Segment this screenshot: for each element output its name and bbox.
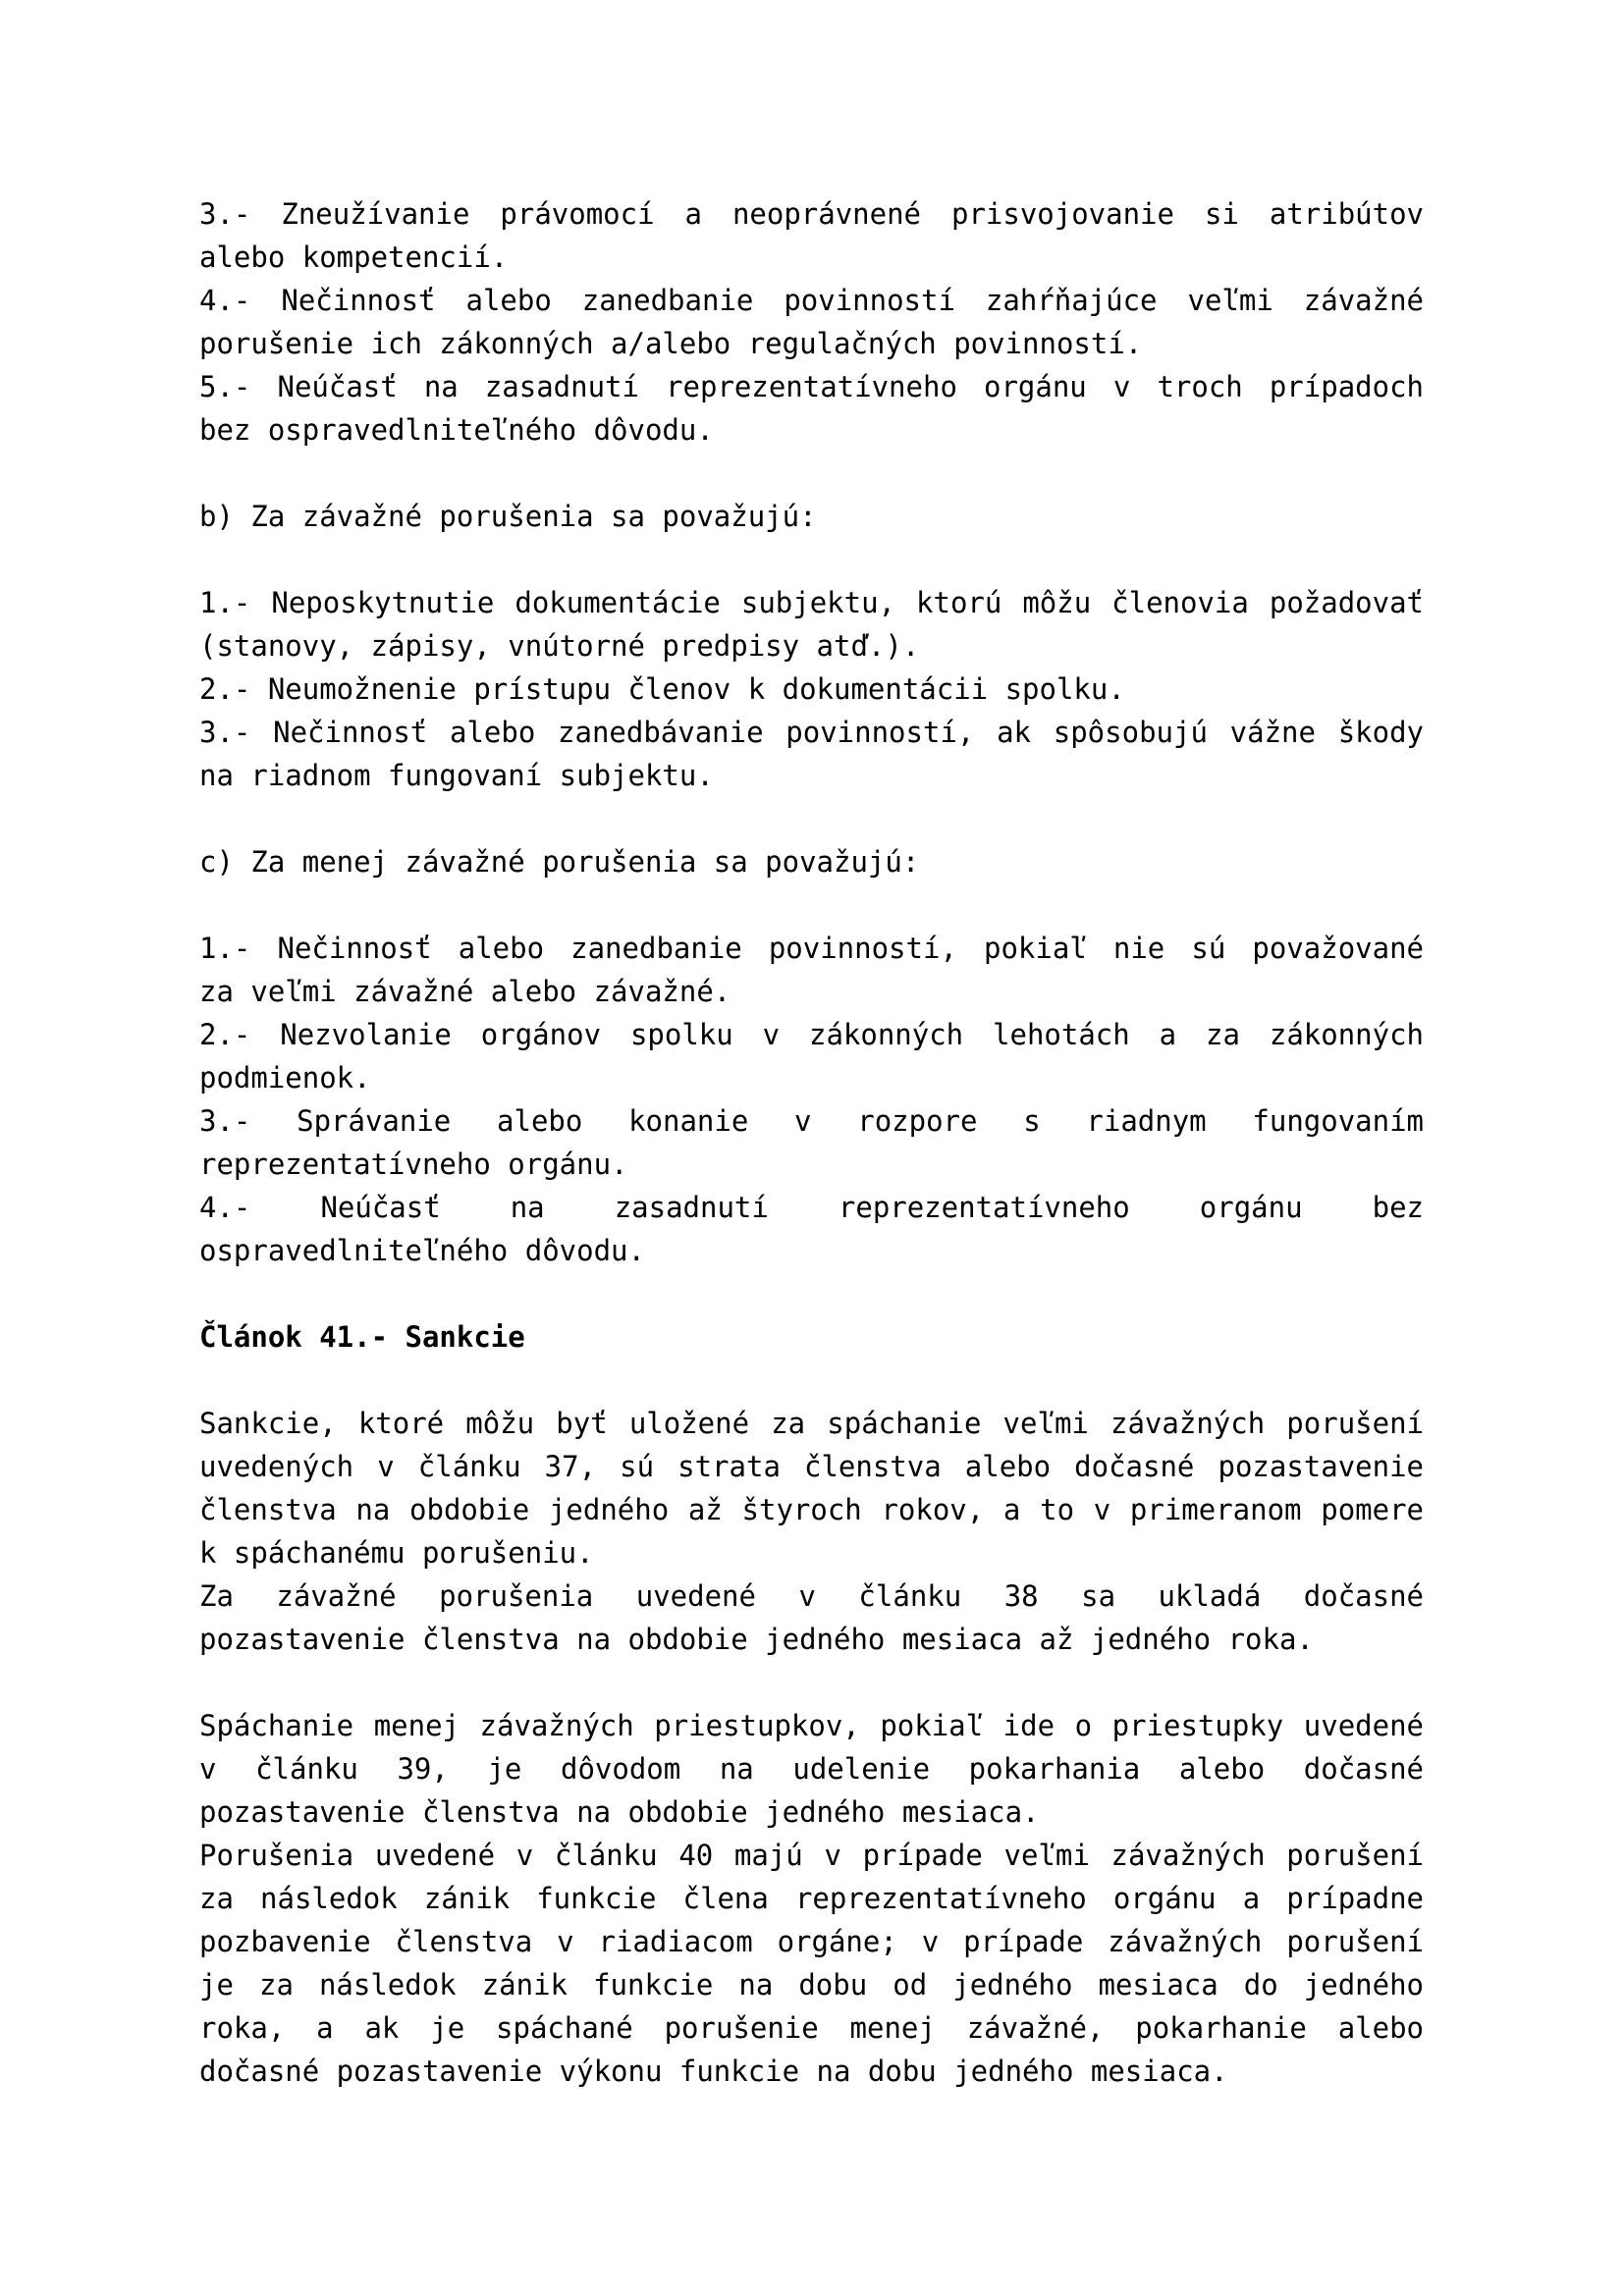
text-line: Za závažné porušenia uvedené v článku 38 sa ukladá dočasné <box>199 1579 1424 1613</box>
text-line: podmienok. <box>199 1061 371 1095</box>
text-line: 1.- Neposkytnutie dokumentácie subjektu, ktorú môžu členovia požadovať <box>199 586 1424 619</box>
section-c-heading <box>199 840 1424 883</box>
text-line: c) Za menej závažné porušenia sa považujú: <box>199 845 920 879</box>
text-line: alebo kompetencií. <box>199 240 509 274</box>
text-line: 3.- Správanie alebo konanie v rozpore s riadnym fungovaním <box>199 1104 1424 1138</box>
violations-a-items <box>199 192 1424 452</box>
text-line: k spáchanému porušeniu. <box>199 1536 594 1570</box>
text-line: roka, a ak je spáchané porušenie menej závažné, pokarhanie alebo <box>199 2011 1424 2045</box>
violations-c-items <box>199 927 1424 1272</box>
text-line: je za následok zánik funkcie na dobu od jedného mesiaca do jedného <box>199 1968 1424 2002</box>
text-line: 1.- Nečinnosť alebo zanedbanie povinností, pokiaľ nie sú považované <box>199 932 1424 965</box>
text-line: pozastavenie členstva na obdobie jedného mesiaca. <box>199 1795 1040 1829</box>
text-line: b) Za závažné porušenia sa považujú: <box>199 500 817 533</box>
text-line: na riadnom fungovaní subjektu. <box>199 759 714 792</box>
text-line: pozbavenie členstva v riadiacom orgáne; v prípade závažných porušení <box>199 1925 1424 1958</box>
text-line: ospravedlniteľného dôvodu. <box>199 1234 645 1267</box>
text-line: pozastavenie členstva na obdobie jedného mesiaca až jedného roka. <box>199 1623 1314 1656</box>
blank-line <box>199 538 1424 581</box>
text-line: Spáchanie menej závažných priestupkov, pokiaľ ide o priestupky uvedené <box>199 1709 1424 1742</box>
text-line: 2.- Nezvolanie orgánov spolku v zákonných lehotách a za zákonných <box>199 1018 1424 1051</box>
blank-line <box>199 797 1424 840</box>
sanctions-paragraph-2 <box>199 1704 1424 2093</box>
text-line: 2.- Neumožnenie prístupu členov k dokumentácii spolku. <box>199 672 1125 706</box>
text-line: Porušenia uvedené v článku 40 majú v prípade veľmi závažných porušení <box>199 1839 1424 1872</box>
text-line: 5.- Neúčasť na zasadnutí reprezentatívneho orgánu v troch prípadoch <box>199 370 1424 403</box>
text-line: za veľmi závažné alebo závažné. <box>199 975 731 1008</box>
text-line: 4.- Neúčasť na zasadnutí reprezentatívneho orgánu bez <box>199 1191 1424 1224</box>
article-heading-line: Článok 41.- Sankcie <box>199 1320 525 1354</box>
sanctions-paragraph-1 <box>199 1402 1424 1661</box>
blank-line <box>199 1359 1424 1402</box>
blank-line <box>199 883 1424 927</box>
text-line: 3.- Zneužívanie právomocí a neoprávnené prisvojovanie si atribútov <box>199 197 1424 231</box>
text-line: 3.- Nečinnosť alebo zanedbávanie povinností, ak spôsobujú vážne škody <box>199 716 1424 749</box>
blank-line <box>199 452 1424 495</box>
text-line: Sankcie, ktoré môžu byť uložené za spáchanie veľmi závažných porušení <box>199 1407 1424 1440</box>
text-line: v článku 39, je dôvodom na udelenie pokarhania alebo dočasné <box>199 1752 1424 1786</box>
section-b-heading <box>199 495 1424 538</box>
blank-line <box>199 1272 1424 1315</box>
text-line: členstva na obdobie jedného až štyroch rokov, a to v primeranom pomere <box>199 1493 1424 1526</box>
text-line: dočasné pozastavenie výkonu funkcie na dobu jedného mesiaca. <box>199 2055 1228 2088</box>
blank-line <box>199 1661 1424 1704</box>
text-line: za následok zánik funkcie člena reprezentatívneho orgánu a prípadne <box>199 1882 1424 1915</box>
text-line: uvedených v článku 37, sú strata členstva alebo dočasné pozastavenie <box>199 1450 1424 1483</box>
text-line: porušenie ich zákonných a/alebo regulačných povinností. <box>199 327 1143 360</box>
text-line: reprezentatívneho orgánu. <box>199 1148 628 1181</box>
text-line: (stanovy, zápisy, vnútorné predpisy atď.). <box>199 629 920 663</box>
article-41-heading <box>199 1315 1424 1359</box>
violations-b-items <box>199 581 1424 797</box>
document-content <box>199 192 1424 2093</box>
text-line: bez ospravedlniteľného dôvodu. <box>199 413 714 447</box>
text-line: 4.- Nečinnosť alebo zanedbanie povinností zahŕňajúce veľmi závažné <box>199 284 1424 317</box>
